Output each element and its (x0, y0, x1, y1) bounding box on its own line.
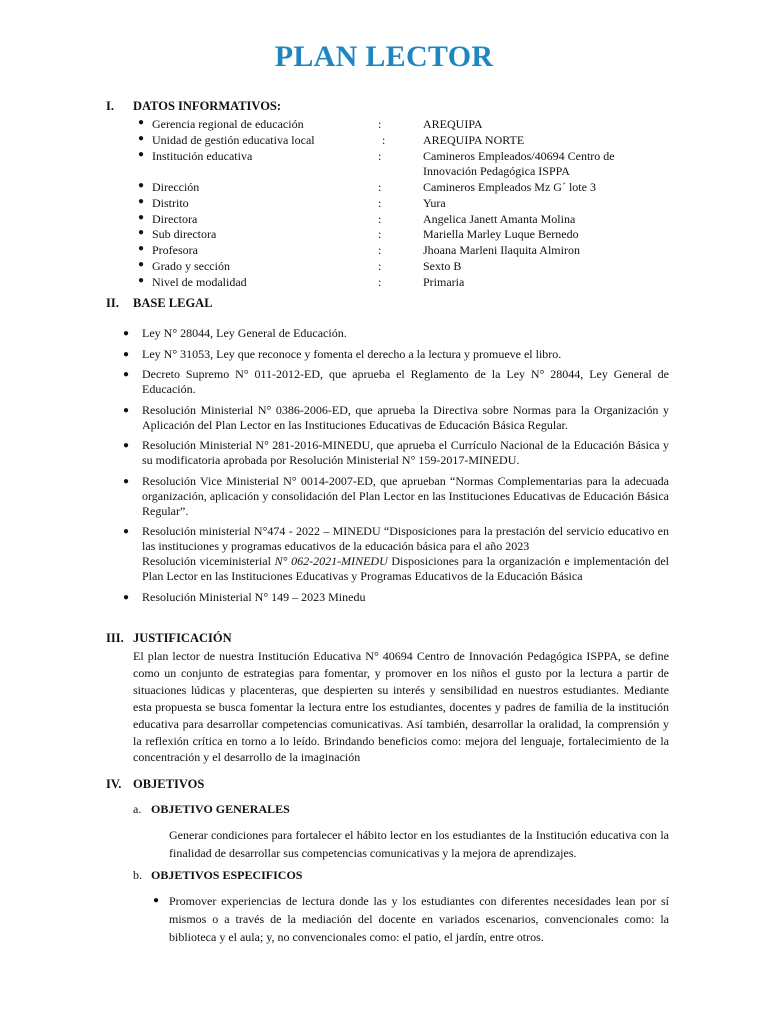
sub-title: OBJETIVO GENERALES (151, 802, 290, 816)
bullet-icon: ● (123, 369, 130, 380)
info-label: Grado y sección (152, 259, 230, 274)
sub-title: OBJETIVOS ESPECIFICOS (151, 868, 303, 882)
section-number: I. (106, 99, 114, 113)
info-label: Profesora (152, 243, 198, 258)
bullet-icon: ● (123, 348, 130, 360)
info-colon: : (378, 179, 382, 194)
legal-text: Ley N° 28044, Ley General de Educación. (142, 326, 347, 340)
bullet-icon: ● (123, 404, 130, 416)
legal-item (123, 326, 669, 341)
section-title: JUSTIFICACIÓN (133, 631, 232, 645)
info-value: Camineros Empleados/40694 Centro de Innovación Pedagógica ISPPA (423, 148, 615, 178)
objetivo-especifico-item (153, 892, 669, 946)
section-heading-base-legal (106, 296, 213, 311)
section-number: II. (106, 296, 119, 310)
info-label: Nivel de modalidad (152, 275, 247, 290)
legal-text: Resolución Ministerial N° 281-2016-MINEDU, que aprueba el Currículo Nacional de la Educación Básica y su modificatoria aprobada por Resolución Ministerial N° 159-2017-MINEDU. (142, 438, 669, 467)
info-label: Directora (152, 211, 198, 226)
legal-text-continued: Resolución viceministerial (142, 554, 275, 568)
legal-item (123, 346, 669, 362)
section-heading-datos (106, 99, 281, 114)
info-label: Unidad de gestión educativa local (152, 132, 315, 147)
section-number: IV. (106, 777, 122, 791)
info-value: Sexto B (423, 259, 462, 274)
info-value: AREQUIPA (423, 117, 483, 131)
legal-text-continued: Disposiciones para la organización e implementación del Plan Lector en las Instituciones Educativas y Programas Educativos de la Educación Básica (142, 554, 670, 583)
legal-list (0, 326, 768, 610)
section-number: III. (106, 631, 124, 645)
bullet-icon: ● (138, 132, 145, 144)
sub-letter: a. (133, 802, 142, 816)
info-colon: : (378, 227, 382, 242)
legal-text: Resolución Vice Ministerial N° 0014-2007-ED, que aprueban “Normas Complementarias para la adecuada organización, aplicación y consolidación del Plan Lector en las Instituciones Educativas de Educación Básica Regular”. (142, 473, 669, 518)
legal-item (123, 473, 669, 519)
objetivos-especificos-heading (133, 868, 302, 883)
legal-text: Ley N° 31053, Ley que reconoce y fomenta el derecho a la lectura y promueve el libro. (142, 346, 562, 361)
info-row (0, 275, 768, 291)
legal-item (123, 438, 669, 468)
info-row (0, 259, 768, 275)
justificacion-paragraph: El plan lector de nuestra Institución Educativa N° 40694 Centro de Innovación Pedagógica ISPPA, se define como un conjunto de estrategias para fomentar, y promover en los niños el gusto por la lectura a partir de situaciones lúdicas y placenteras, que despierten su interés y sensibilidad en nuestros estudiantes. Mediante esta propuesta se busca fomentar la lectura entre los estudiantes, docentes y padres de familia de la institución educativa para desarrollar competencias comunicativas. Así también, desarrollar la oralidad, la comprensión y la reflexión crítica en torno a lo leído. Brindando beneficios como: mejora del lenguaje, fortalecimiento de la concentración y el desarrollo de la imaginación (133, 649, 669, 765)
info-list (0, 117, 768, 291)
info-value: Mariella Marley Luque Bernedo (423, 227, 579, 242)
info-row (0, 133, 768, 149)
legal-item (123, 402, 669, 433)
bullet-icon: ● (138, 179, 145, 191)
info-row (0, 180, 768, 196)
objetivo-especifico-text: Promover experiencias de lectura donde las y los estudiantes con diferentes necesidades lean por sí mismos o a través de la mediación del docente en variados escenarios, convencionales como: la biblioteca y el aula; y, no convencionales como: el patio, el jardín, entre otros. (169, 894, 669, 944)
info-colon: : (378, 259, 382, 274)
objetivo-general-heading (133, 802, 290, 817)
legal-item (123, 524, 670, 584)
section-heading-justificacion (106, 631, 232, 646)
info-colon: : (382, 132, 386, 147)
section-heading-objetivos (106, 777, 204, 792)
info-row (0, 117, 768, 133)
objetivo-general-text: Generar condiciones para fortalecer el hábito lector en los estudiantes de la Institución educativa con la finalidad de desarrollar sus competencias comunicativas y la mejora de aprendizajes. (169, 828, 669, 860)
info-colon: : (378, 275, 382, 290)
info-label: Gerencia regional de educación (152, 117, 304, 131)
bullet-icon: ● (138, 117, 145, 128)
sub-letter: b. (133, 868, 142, 882)
document-title: PLAN LECTOR (274, 40, 494, 73)
legal-item (123, 589, 669, 605)
bullet-icon: ● (138, 259, 145, 271)
info-row (0, 212, 768, 228)
info-label: Sub directora (152, 227, 217, 242)
info-colon: : (378, 195, 382, 210)
info-value: AREQUIPA NORTE (423, 132, 525, 147)
bullet-icon: ● (123, 526, 130, 537)
legal-text: Resolución Ministerial N° 149 – 2023 Minedu (142, 589, 366, 604)
bullet-icon: ● (138, 227, 145, 239)
section-title: DATOS INFORMATIVOS: (133, 99, 282, 113)
bullet-icon: ● (123, 440, 130, 451)
info-colon: : (378, 148, 382, 163)
bullet-icon: ● (123, 475, 130, 487)
info-value: Camineros Empleados Mz G´ lote 3 (423, 179, 596, 194)
info-value: Yura (423, 195, 446, 210)
legal-text-italic: N° 062-2021-MINEDU (274, 554, 388, 568)
info-value: Primaria (423, 275, 465, 290)
info-colon: : (378, 243, 382, 258)
info-row (0, 243, 768, 259)
legal-item (123, 367, 669, 397)
info-row (0, 149, 768, 180)
section-title: OBJETIVOS (133, 777, 205, 791)
legal-text: Decreto Supremo N° 011-2012-ED, que aprueba el Reglamento de la Ley N° 28044, Ley General de Educación. (142, 367, 669, 396)
info-row (0, 196, 768, 212)
bullet-icon: ● (153, 895, 160, 906)
info-value: Angelica Janett Amanta Molina (423, 211, 576, 226)
bullet-icon: ● (138, 275, 145, 287)
info-value: Jhoana Marleni Ilaquita Almiron (423, 243, 580, 258)
legal-text: Resolución ministerial N°474 - 2022 – MINEDU “Disposiciones para la prestación del servicio educativo en las instituciones y programas educativos de la educación básica para el año 2023 (142, 524, 669, 553)
bullet-icon: ● (138, 211, 145, 223)
info-label: Dirección (152, 179, 200, 194)
bullet-icon: ● (138, 243, 145, 255)
bullet-icon: ● (123, 328, 130, 339)
bullet-icon: ● (123, 591, 130, 603)
info-label: Distrito (152, 195, 189, 210)
info-label: Institución educativa (152, 148, 253, 163)
bullet-icon: ● (138, 195, 145, 207)
section-title: BASE LEGAL (133, 296, 213, 310)
info-colon: : (378, 211, 382, 226)
info-row (0, 227, 768, 243)
info-colon: : (378, 117, 382, 131)
bullet-icon: ● (138, 148, 145, 160)
legal-text: Resolución Ministerial N° 0386-2006-ED, que aprueba la Directiva sobre Normas para la Organización y Aplicación del Plan Lector en las Instituciones Educativas de Educación Básica Regular. (142, 402, 669, 432)
